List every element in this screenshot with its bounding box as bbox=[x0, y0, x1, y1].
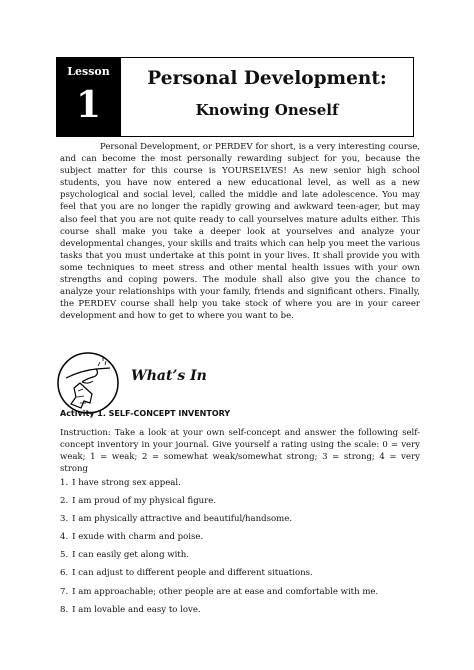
title-box bbox=[121, 57, 414, 137]
list-item: 6. I can adjust to different people and different situations. bbox=[60, 568, 313, 579]
list-item: 3. I am physically attractive and beautiful/handsome. bbox=[60, 514, 293, 525]
lesson-number: 1 bbox=[75, 84, 102, 126]
lesson-badge bbox=[56, 57, 121, 137]
inventory-list bbox=[60, 477, 420, 622]
list-item: 4. I exude with charm and poise. bbox=[60, 532, 204, 543]
activity-title: Activity 1. SELF-CONCEPT INVENTORY bbox=[60, 409, 231, 418]
page-subtitle: Knowing Oneself bbox=[195, 101, 339, 119]
page-title: Personal Development: bbox=[147, 68, 387, 89]
list-item: 7. I am approachable; other people are at ease and comfortable with me. bbox=[60, 586, 379, 597]
list-item: 2. I am proud of my physical figure. bbox=[60, 496, 217, 507]
list-item: 1. I have strong sex appeal. bbox=[60, 478, 181, 488]
lesson-label: Lesson bbox=[67, 65, 110, 78]
list-item: 8. I am lovable and easy to love. bbox=[60, 604, 201, 615]
hand-puzzle-icon bbox=[56, 351, 120, 415]
activity-instruction: Instruction: Take a look at your own self-concept and answer the following self-concept inventory in your journal. Give yourself a rating using the scale: 0 = very weak; 1 = weak; 2 = somewhat weak/somewhat strong; 3 = strong; 4 = very strong bbox=[60, 428, 420, 474]
list-item: 5. I can easily get along with. bbox=[60, 550, 189, 561]
intro-paragraph: Personal Development, or PERDEV for short, is a very interesting course, and can become the most personally rewarding subject for you, because the subject matter for this course is YOURSELVES! As new senior high school students, you have now entered a new educational level, as well as a new psychological and social level, called the middle and late adolescence. You may feel that you are no longer the rapidly growing and awkward teen-ager, but may also feel that you are not quite ready to call yourselves mature adults either. This course shall make you take a deeper look at yourselves and analyze your developmental changes, your skills and traits which can help you meet the various tasks that you must undertake at this point in your lives. It shall provide you with some techniques to meet stress and other mental health issues with your own strengths and coping powers. The module shall also give you the chance to analyze your relationships with your family, friends and significant others. Finally, the PERDEV course shall help you take stock of where you are in your career development and how to get to where you want to be. bbox=[60, 142, 420, 322]
section-title: What’s In bbox=[131, 368, 207, 384]
